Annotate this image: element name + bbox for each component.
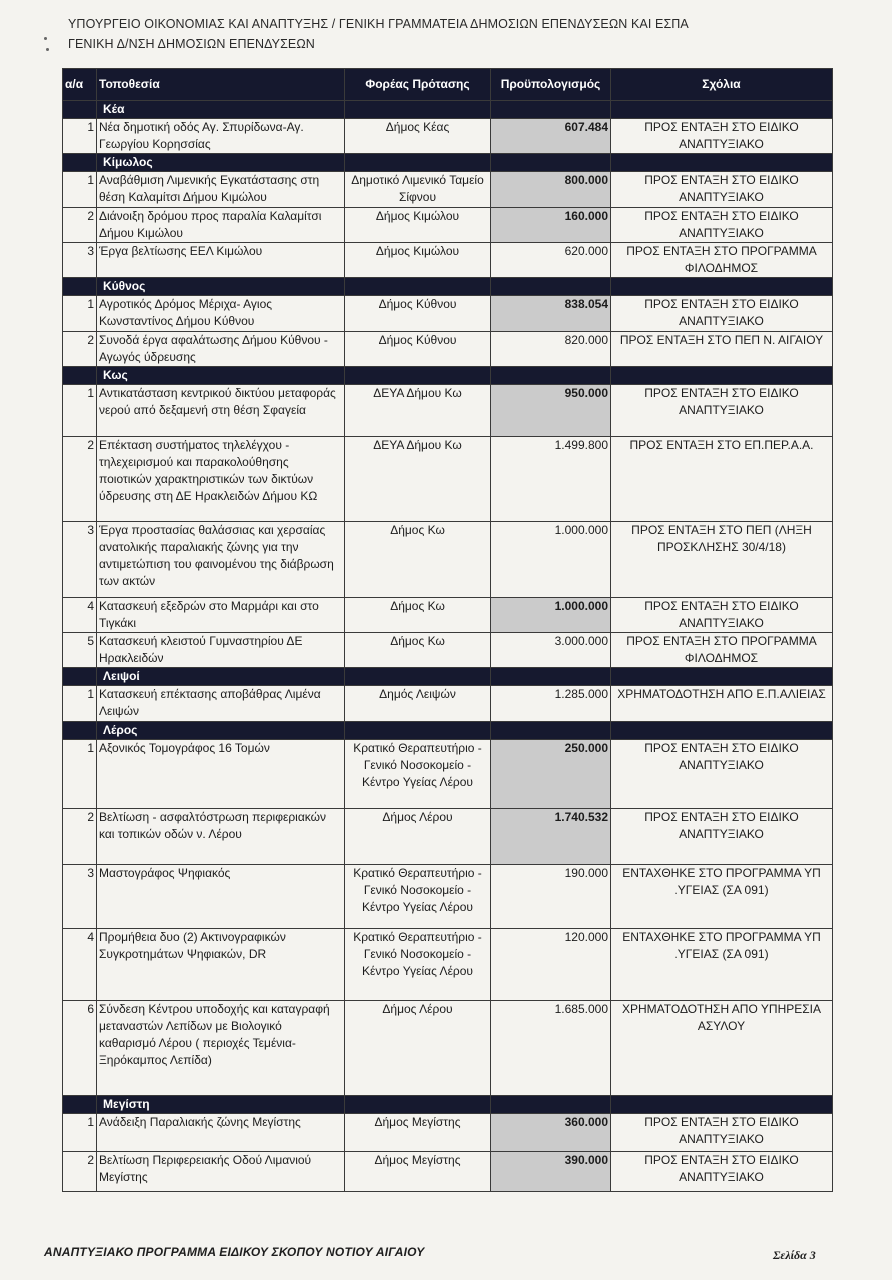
group-name: Λειψοί [97,668,345,686]
column-header-location: Τοποθεσία [97,69,345,101]
table-row [63,119,833,154]
table-row [63,437,833,522]
group-name: Κως [97,367,345,385]
group-row [63,367,833,385]
row-number: 3 [63,865,97,929]
group-row [63,154,833,172]
project-budget: 950.000 [491,385,611,437]
project-location: Διάνοιξη δρόμου προς παραλία Καλαμίτσι Δήμου Κιμώλου [97,208,345,243]
project-budget: 190.000 [491,865,611,929]
proposing-agency: Δήμος Κω [345,633,491,668]
scan-speck [46,48,49,51]
proposing-agency: Δήμος Μεγίστης [345,1152,491,1192]
column-header-comments: Σχόλια [611,69,833,101]
project-budget: 3.000.000 [491,633,611,668]
group-spacer-cell [345,278,491,296]
project-location: Έργα προστασίας θαλάσσιας και χερσαίας ανατολικής παραλιακής ζώνης για την αντιμετώπιση του φαινομένου της διάβρωση των ακτών [97,522,345,598]
group-name: Λέρος [97,722,345,740]
proposing-agency: Κρατικό Θεραπευτήριο - Γενικό Νοσοκομείο - Κέντρο Υγείας Λέρου [345,929,491,1001]
proposing-agency: Δημοτικό Λιμενικό Ταμείο Σίφνου [345,172,491,208]
project-location: Κατασκευή κλειστού Γυμναστηρίου ΔΕ Ηρακλειδών [97,633,345,668]
project-location: Αντικατάσταση κεντρικού δικτύου μεταφοράς νερού από δεξαμενή στη θέση Σφαγεία [97,385,345,437]
proposing-agency: Δήμος Λέρου [345,1001,491,1096]
proposing-agency: ΔΕΥΑ Δήμου Κω [345,385,491,437]
group-row [63,278,833,296]
group-name: Κέα [97,101,345,119]
project-comment: ΠΡΟΣ ΕΝΤΑΞΗ ΣΤΟ ΠΕΠ (ΛΗΞΗ ΠΡΟΣΚΛΗΣΗΣ 30/4/18) [611,522,833,598]
row-number: 6 [63,1001,97,1096]
table-row [63,1152,833,1192]
group-spacer-cell [63,668,97,686]
row-number: 2 [63,809,97,865]
proposing-agency: Δήμος Λέρου [345,809,491,865]
project-location: Κατασκευή εξεδρών στο Μαρμάρι και στο Τιγκάκι [97,598,345,633]
project-comment: ΠΡΟΣ ΕΝΤΑΞΗ ΣΤΟ ΕΙΔΙΚΟ ΑΝΑΠΤΥΞΙΑΚΟ [611,119,833,154]
row-number: 1 [63,296,97,332]
group-spacer-cell [63,1096,97,1114]
project-budget: 1.499.800 [491,437,611,522]
project-location: Σύνδεση Κέντρου υποδοχής και καταγραφή μεταναστών Λεπίδων με Βιολογικό καθαρισμό Λέρου ( περιοχές Τεμένια- Ξηρόκαμπος Λεπίδα) [97,1001,345,1096]
proposing-agency: Δήμος Κιμώλου [345,243,491,278]
group-spacer-cell [345,722,491,740]
project-budget: 1.000.000 [491,522,611,598]
project-comment: ΠΡΟΣ ΕΝΤΑΞΗ ΣΤΟ ΕΙΔΙΚΟ ΑΝΑΠΤΥΞΙΑΚΟ [611,598,833,633]
row-number: 1 [63,385,97,437]
group-spacer-cell [491,722,611,740]
project-location: Βελτίωση Περιφερειακής Οδού Λιμανιού Μεγίστης [97,1152,345,1192]
table-row [63,172,833,208]
group-spacer-cell [63,154,97,172]
group-spacer-cell [345,367,491,385]
column-header-agency: Φορέας Πρότασης [345,69,491,101]
group-spacer-cell [491,668,611,686]
group-spacer-cell [611,278,833,296]
table-row [63,865,833,929]
directorate-header: ΓΕΝΙΚΗ Δ/ΝΣΗ ΔΗΜΟΣΙΩΝ ΕΠΕΝΔΥΣΕΩΝ [68,37,315,51]
proposing-agency: Δημός Λειψών [345,686,491,722]
group-spacer-cell [345,154,491,172]
group-spacer-cell [611,154,833,172]
group-spacer-cell [491,154,611,172]
proposing-agency: Δήμος Κιμώλου [345,208,491,243]
column-header-no: α/α [63,69,97,101]
table-row [63,1001,833,1096]
page-number: Σελίδα 3 [773,1248,816,1262]
project-comment: ΧΡΗΜΑΤΟΔΟΤΗΣΗ ΑΠΟ ΥΠΗΡΕΣΙΑ ΑΣΥΛΟΥ [611,1001,833,1096]
project-budget: 250.000 [491,740,611,809]
table-row [63,208,833,243]
project-comment: ΠΡΟΣ ΕΝΤΑΞΗ ΣΤΟ ΕΙΔΙΚΟ ΑΝΑΠΤΥΞΙΑΚΟ [611,172,833,208]
project-location: Νέα δημοτική οδός Αγ. Σπυρίδωνα-Αγ. Γεωργίου Κορησσίας [97,119,345,154]
row-number: 1 [63,1114,97,1152]
project-budget: 607.484 [491,119,611,154]
row-number: 2 [63,1152,97,1192]
project-location: Αναβάθμιση Λιμενικής Εγκατάστασης στη θέση Καλαμίτσι Δήμου Κιμώλου [97,172,345,208]
project-comment: ΕΝΤΑΧΘΗΚΕ ΣΤΟ ΠΡΟΓΡΑΜΜΑ ΥΠ .ΥΓΕΙΑΣ (ΣΑ 091) [611,929,833,1001]
row-number: 1 [63,172,97,208]
project-comment: ΠΡΟΣ ΕΝΤΑΞΗ ΣΤΟ ΕΙΔΙΚΟ ΑΝΑΠΤΥΞΙΑΚΟ [611,740,833,809]
project-comment: ΠΡΟΣ ΕΝΤΑΞΗ ΣΤΟ ΕΙΔΙΚΟ ΑΝΑΠΤΥΞΙΑΚΟ [611,1152,833,1192]
project-budget: 620.000 [491,243,611,278]
row-number: 1 [63,119,97,154]
group-spacer-cell [611,722,833,740]
group-spacer-cell [491,367,611,385]
project-budget: 120.000 [491,929,611,1001]
project-budget: 1.740.532 [491,809,611,865]
project-budget: 390.000 [491,1152,611,1192]
project-comment: ΠΡΟΣ ΕΝΤΑΞΗ ΣΤΟ ΕΙΔΙΚΟ ΑΝΑΠΤΥΞΙΑΚΟ [611,1114,833,1152]
table-row [63,929,833,1001]
group-spacer-cell [63,278,97,296]
proposing-agency: Κρατικό Θεραπευτήριο - Γενικό Νοσοκομείο - Κέντρο Υγείας Λέρου [345,865,491,929]
project-comment: ΧΡΗΜΑΤΟΔΟΤΗΣΗ ΑΠΟ Ε.Π.ΑΛΙΕΙΑΣ [611,686,833,722]
row-number: 2 [63,208,97,243]
project-location: Αξονικός Τομογράφος 16 Τομών [97,740,345,809]
project-comment: ΕΝΤΑΧΘΗΚΕ ΣΤΟ ΠΡΟΓΡΑΜΜΑ ΥΠ .ΥΓΕΙΑΣ (ΣΑ 091) [611,865,833,929]
row-number: 2 [63,332,97,367]
table-row [63,633,833,668]
group-spacer-cell [345,101,491,119]
project-location: Βελτίωση - ασφαλτόστρωση περιφεριακών και τοπικών οδών ν. Λέρου [97,809,345,865]
footer-program-title: ΑΝΑΠΤΥΞΙΑΚΟ ΠΡΟΓΡΑΜΜΑ ΕΙΔΙΚΟΥ ΣΚΟΠΟΥ ΝΟΤΙΟΥ ΑΙΓΑΙΟΥ [44,1245,425,1259]
project-budget: 1.000.000 [491,598,611,633]
scan-speck [44,37,47,40]
group-spacer-cell [611,1096,833,1114]
project-comment: ΠΡΟΣ ΕΝΤΑΞΗ ΣΤΟ ΕΠ.ΠΕΡ.Α.Α. [611,437,833,522]
table-row [63,332,833,367]
projects-table [62,68,833,1192]
project-budget: 160.000 [491,208,611,243]
proposing-agency: Δήμος Κω [345,598,491,633]
row-number: 1 [63,686,97,722]
group-name: Κύθνος [97,278,345,296]
project-location: Ανάδειξη Παραλιακής ζώνης Μεγίστης [97,1114,345,1152]
ministry-header: ΥΠΟΥΡΓΕΙΟ ΟΙΚΟΝΟΜΙΑΣ ΚΑΙ ΑΝΑΠΤΥΞΗΣ / ΓΕΝΙΚΗ ΓΡΑΜΜΑΤΕΙΑ ΔΗΜΟΣΙΩΝ ΕΠΕΝΔΥΣΕΩΝ ΚΑΙ ΕΣΠΑ [68,17,689,31]
proposing-agency: Δήμος Κω [345,522,491,598]
group-spacer-cell [491,278,611,296]
table-row [63,385,833,437]
group-spacer-cell [63,367,97,385]
project-comment: ΠΡΟΣ ΕΝΤΑΞΗ ΣΤΟ ΠΡΟΓΡΑΜΜΑ ΦΙΛΟΔΗΜΟΣ [611,243,833,278]
row-number: 1 [63,740,97,809]
project-location: Αγροτικός Δρόμος Μέριχα- Αγιος Κωνσταντίνος Δήμου Κύθνου [97,296,345,332]
proposing-agency: Δήμος Μεγίστης [345,1114,491,1152]
project-comment: ΠΡΟΣ ΕΝΤΑΞΗ ΣΤΟ ΕΙΔΙΚΟ ΑΝΑΠΤΥΞΙΑΚΟ [611,296,833,332]
proposing-agency: Δήμος Κύθνου [345,332,491,367]
row-number: 3 [63,522,97,598]
project-location: Κατασκευή επέκτασης αποβάθρας Λιμένα Λειψών [97,686,345,722]
table-row [63,809,833,865]
project-comment: ΠΡΟΣ ΕΝΤΑΞΗ ΣΤΟ ΕΙΔΙΚΟ ΑΝΑΠΤΥΞΙΑΚΟ [611,385,833,437]
project-comment: ΠΡΟΣ ΕΝΤΑΞΗ ΣΤΟ ΕΙΔΙΚΟ ΑΝΑΠΤΥΞΙΑΚΟ [611,208,833,243]
group-name: Κίμωλος [97,154,345,172]
row-number: 4 [63,929,97,1001]
group-spacer-cell [491,101,611,119]
group-spacer-cell [611,367,833,385]
proposing-agency: Δήμος Κέας [345,119,491,154]
table-row [63,243,833,278]
project-budget: 800.000 [491,172,611,208]
table-row [63,598,833,633]
group-spacer-cell [611,668,833,686]
project-comment: ΠΡΟΣ ΕΝΤΑΞΗ ΣΤΟ ΠΕΠ Ν. ΑΙΓΑΙΟΥ [611,332,833,367]
group-spacer-cell [63,722,97,740]
proposing-agency: ΔΕΥΑ Δήμου Κω [345,437,491,522]
group-spacer-cell [345,1096,491,1114]
group-row [63,1096,833,1114]
project-budget: 360.000 [491,1114,611,1152]
row-number: 3 [63,243,97,278]
row-number: 4 [63,598,97,633]
project-location: Επέκταση συστήματος τηλελέγχου - τηλεχειρισμού και παρακολούθησης ποιοτικών χαρακτηριστικών των δικτύων ύδρευσης στη ΔΕ Ηρακλειδών Δήμου ΚΩ [97,437,345,522]
project-location: Συνοδά έργα αφαλάτωσης Δήμου Κύθνου - Αγωγός ύδρευσης [97,332,345,367]
project-budget: 1.685.000 [491,1001,611,1096]
group-spacer-cell [611,101,833,119]
proposing-agency: Δήμος Κύθνου [345,296,491,332]
project-comment: ΠΡΟΣ ΕΝΤΑΞΗ ΣΤΟ ΠΡΟΓΡΑΜΜΑ ΦΙΛΟΔΗΜΟΣ [611,633,833,668]
table-row [63,1114,833,1152]
table-row [63,296,833,332]
table-row [63,740,833,809]
row-number: 2 [63,437,97,522]
group-row [63,101,833,119]
row-number: 5 [63,633,97,668]
project-comment: ΠΡΟΣ ΕΝΤΑΞΗ ΣΤΟ ΕΙΔΙΚΟ ΑΝΑΠΤΥΞΙΑΚΟ [611,809,833,865]
group-spacer-cell [63,101,97,119]
group-row [63,722,833,740]
project-budget: 838.054 [491,296,611,332]
table-row [63,686,833,722]
column-header-budget: Προϋπολογισμός [491,69,611,101]
table-row [63,522,833,598]
group-name: Μεγίστη [97,1096,345,1114]
project-budget: 1.285.000 [491,686,611,722]
project-location: Προμήθεια δυο (2) Ακτινογραφικών Συγκροτημάτων Ψηφιακών, DR [97,929,345,1001]
project-location: Έργα βελτίωσης ΕΕΛ Κιμώλου [97,243,345,278]
proposing-agency: Κρατικό Θεραπευτήριο - Γενικό Νοσοκομείο - Κέντρο Υγείας Λέρου [345,740,491,809]
table-header-row [63,69,833,101]
group-row [63,668,833,686]
project-location: Μαστογράφος Ψηφιακός [97,865,345,929]
project-budget: 820.000 [491,332,611,367]
group-spacer-cell [491,1096,611,1114]
group-spacer-cell [345,668,491,686]
